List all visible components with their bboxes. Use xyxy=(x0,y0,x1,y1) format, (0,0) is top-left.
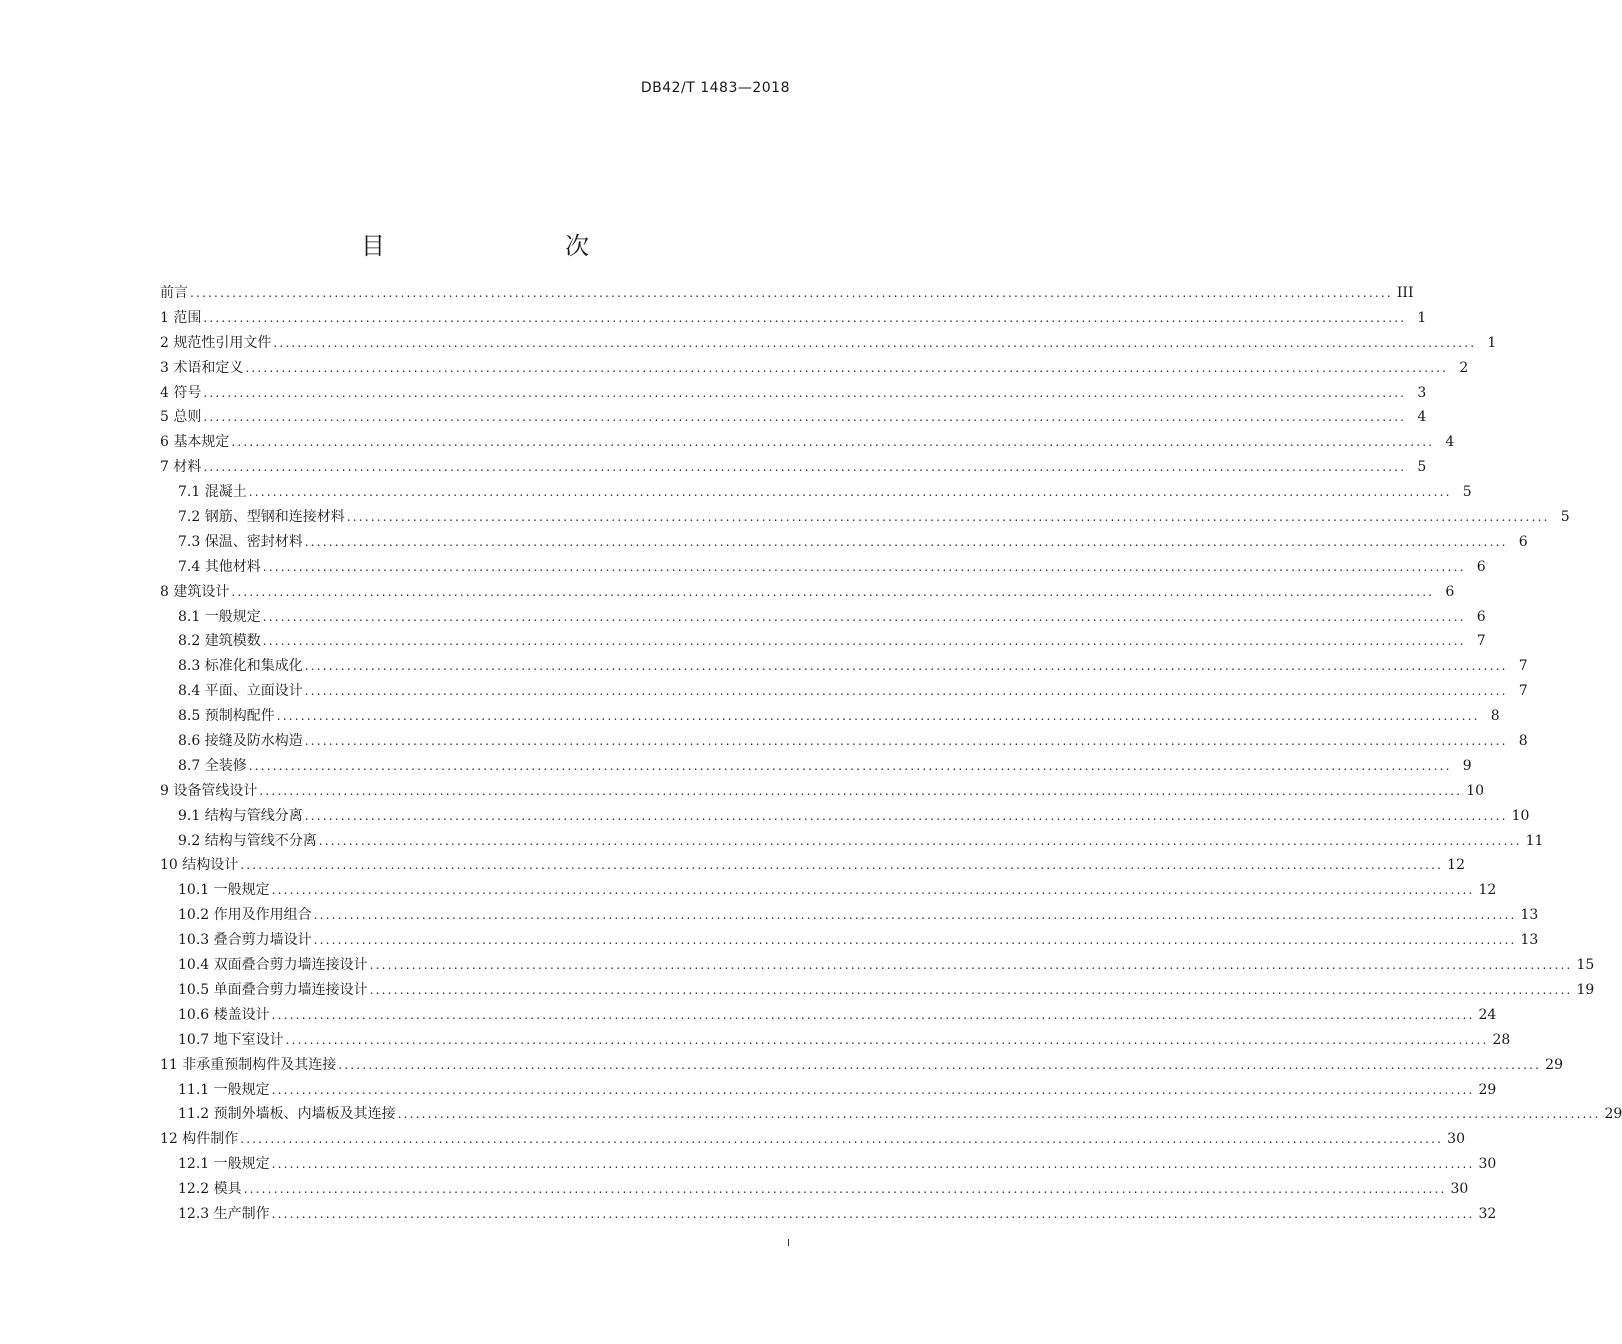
dot-leader: ........................................................................................................................................................................................................ xyxy=(304,684,1508,699)
toc-entry-label: 9.1 结构与管线分离 xyxy=(178,807,303,824)
toc-entry-label: 11.1 一般规定 xyxy=(178,1081,270,1098)
toc-entry-label: 10.1 一般规定 xyxy=(178,882,270,899)
toc-entry[interactable] xyxy=(160,530,1528,555)
toc-entry[interactable] xyxy=(160,903,1539,928)
toc-entry[interactable] xyxy=(160,306,1427,331)
dot-leader: ........................................................................................................................................................................................................ xyxy=(338,1057,1542,1072)
toc-entry-page: 2 xyxy=(1459,359,1469,376)
toc-entry-label: 10.4 双面叠合剪力墙连接设计 xyxy=(178,957,368,974)
toc-entry-page: 7 xyxy=(1518,683,1528,700)
toc-entry-label: 7.1 混凝土 xyxy=(178,484,247,501)
toc-entry-page: 29 xyxy=(1545,1056,1563,1073)
toc-entry-page: 13 xyxy=(1520,907,1539,924)
toc-entry[interactable] xyxy=(160,878,1497,903)
toc-entry-label: 6 基本规定 xyxy=(160,434,230,451)
toc-entry[interactable] xyxy=(160,555,1486,580)
toc-entry-page: 15 xyxy=(1576,957,1595,974)
dot-leader: ........................................................................................................................................................................................................ xyxy=(304,534,1508,549)
dot-leader: ........................................................................................................................................................................................................ xyxy=(259,783,1463,798)
dot-leader: ........................................................................................................................................................................................................ xyxy=(248,485,1452,500)
dot-leader: ........................................................................................................................................................................................................ xyxy=(276,709,1480,724)
dot-leader: ........................................................................................................................................................................................................ xyxy=(231,584,1435,599)
dot-leader: ........................................................................................................................................................................................................ xyxy=(313,908,1517,923)
dot-leader: ........................................................................................................................................................................................................ xyxy=(304,734,1508,749)
toc-entry-label: 2 规范性引用文件 xyxy=(160,334,272,351)
dot-leader: ........................................................................................................................................................................................................ xyxy=(262,559,1466,574)
toc-entry[interactable] xyxy=(160,804,1530,829)
toc-entry[interactable] xyxy=(160,978,1595,1003)
toc-entry-label: 8.6 接缝及防水构造 xyxy=(178,733,303,750)
toc-entry-label: 8 建筑设计 xyxy=(160,583,230,600)
toc-entry-page: 3 xyxy=(1417,384,1427,401)
toc-entry-page: III xyxy=(1396,285,1414,301)
toc-entry-page: 6 xyxy=(1445,583,1455,600)
toc-entry-page: 6 xyxy=(1476,608,1486,625)
toc-entry-page: 10 xyxy=(1466,782,1485,799)
toc-entry-label: 4 符号 xyxy=(160,384,202,401)
toc-entry-page: 7 xyxy=(1476,633,1486,650)
toc-entry-label: 8.2 建筑模数 xyxy=(178,633,261,650)
dot-leader: ........................................................................................................................................................................................................ xyxy=(262,609,1466,624)
dot-leader: ........................................................................................................................................................................................................ xyxy=(190,286,1393,300)
toc-entry-page: 9 xyxy=(1462,757,1472,774)
toc-entry-page: 29 xyxy=(1604,1106,1622,1123)
toc-entry[interactable] xyxy=(160,480,1472,505)
dot-leader: ........................................................................................................................................................................................................ xyxy=(397,1107,1601,1122)
dot-leader: ........................................................................................................................................................................................................ xyxy=(285,1032,1489,1047)
toc-entry-label: 9 设备管线设计 xyxy=(160,782,258,799)
toc-entry[interactable] xyxy=(160,331,1497,356)
toc-entry-page: 13 xyxy=(1520,932,1539,949)
toc-entry-label: 1 范围 xyxy=(160,309,202,326)
toc-entry-label: 10 结构设计 xyxy=(160,857,239,874)
toc-entry-label: 前言 xyxy=(160,285,188,301)
toc-entry[interactable] xyxy=(160,1078,1497,1103)
dot-leader: ........................................................................................................................................................................................................ xyxy=(262,634,1466,649)
toc-entry-page: 24 xyxy=(1478,1006,1497,1023)
toc-entry-label: 9.2 结构与管线不分离 xyxy=(178,832,317,849)
toc-entry-label: 8.1 一般规定 xyxy=(178,608,261,625)
toc-entry-page: 12 xyxy=(1478,882,1497,899)
toc-entry-page: 5 xyxy=(1560,509,1570,526)
toc-entry[interactable] xyxy=(160,430,1455,455)
document-code: DB42/T 1483—2018 xyxy=(640,80,790,96)
toc-entry-label: 10.3 叠合剪力墙设计 xyxy=(178,932,312,949)
toc-entry-page: 1 xyxy=(1487,334,1497,351)
dot-leader: ........................................................................................................................................................................................................ xyxy=(273,335,1477,350)
dot-leader: ........................................................................................................................................................................................................ xyxy=(304,659,1508,674)
dot-leader: ........................................................................................................................................................................................................ xyxy=(369,958,1573,973)
toc-entry[interactable] xyxy=(160,928,1539,953)
toc-entry-page: 32 xyxy=(1478,1205,1497,1222)
dot-leader: ........................................................................................................................................................................................................ xyxy=(240,858,1444,873)
dot-leader: ........................................................................................................................................................................................................ xyxy=(271,883,1475,898)
toc-entry-label: 11.2 预制外墙板、内墙板及其连接 xyxy=(178,1106,396,1123)
dot-leader: ........................................................................................................................................................................................................ xyxy=(248,758,1452,773)
dot-leader: ........................................................................................................................................................................................................ xyxy=(203,310,1407,325)
toc-entry-label: 8.5 预制构配件 xyxy=(178,708,275,725)
toc-entry-label: 7.4 其他材料 xyxy=(178,558,261,575)
toc-entry-page: 11 xyxy=(1525,832,1544,849)
toc-entry[interactable] xyxy=(160,505,1570,530)
toc-entry[interactable] xyxy=(160,1177,1469,1202)
toc-entry-page: 6 xyxy=(1518,533,1528,550)
dot-leader: ........................................................................................................................................................................................................ xyxy=(271,1082,1475,1097)
toc-title: 目 次 xyxy=(361,232,633,260)
toc-entry-label: 10.2 作用及作用组合 xyxy=(178,907,312,924)
dot-leader: ........................................................................................................................................................................................................ xyxy=(203,410,1407,425)
toc-entry-label: 7 材料 xyxy=(160,459,202,476)
toc-entry-label: 12.1 一般规定 xyxy=(178,1156,270,1173)
toc-entry[interactable] xyxy=(160,455,1427,480)
toc-entry-page: 5 xyxy=(1462,484,1472,501)
dot-leader: ........................................................................................................................................................................................................ xyxy=(203,460,1407,475)
toc-entry-page: 29 xyxy=(1478,1081,1497,1098)
dot-leader: ........................................................................................................................................................................................................ xyxy=(231,435,1435,450)
toc-entry[interactable] xyxy=(160,679,1528,704)
toc-entry-page: 30 xyxy=(1450,1181,1469,1198)
toc-entry-page: 28 xyxy=(1492,1031,1511,1048)
toc-entry[interactable] xyxy=(160,704,1500,729)
toc-entry[interactable] xyxy=(160,356,1469,381)
toc-entry-page: 4 xyxy=(1445,434,1455,451)
toc-entry[interactable] xyxy=(160,1202,1497,1227)
toc-entry-page: 8 xyxy=(1490,708,1500,725)
dot-leader: ........................................................................................................................................................................................................ xyxy=(369,982,1573,997)
toc-entry-label: 10.6 楼盖设计 xyxy=(178,1006,270,1023)
dot-leader: ........................................................................................................................................................................................................ xyxy=(243,1182,1447,1197)
table-of-contents xyxy=(160,281,1622,1227)
toc-entry[interactable] xyxy=(160,1053,1563,1078)
toc-entry[interactable] xyxy=(160,605,1486,630)
toc-entry-page: 30 xyxy=(1447,1131,1465,1148)
toc-entry-label: 10.7 地下室设计 xyxy=(178,1031,284,1048)
toc-entry-page: 4 xyxy=(1417,409,1427,426)
toc-entry-label: 5 总则 xyxy=(160,409,202,426)
toc-entry[interactable] xyxy=(160,405,1427,430)
toc-entry[interactable] xyxy=(160,829,1544,854)
toc-entry-page: 10 xyxy=(1511,807,1530,824)
toc-entry[interactable] xyxy=(160,953,1595,978)
toc-entry[interactable] xyxy=(160,779,1485,804)
toc-entry[interactable] xyxy=(160,1127,1465,1152)
toc-entry[interactable] xyxy=(160,281,1414,306)
toc-entry-label: 11 非承重预制构件及其连接 xyxy=(160,1056,337,1073)
toc-entry-label: 7.2 钢筋、型钢和连接材料 xyxy=(178,509,345,526)
toc-entry-page: 19 xyxy=(1576,981,1595,998)
dot-leader: ........................................................................................................................................................................................................ xyxy=(240,1132,1444,1147)
dot-leader: ........................................................................................................................................................................................................ xyxy=(313,933,1517,948)
toc-entry[interactable] xyxy=(160,1102,1622,1127)
toc-entry-label: 7.3 保温、密封材料 xyxy=(178,533,303,550)
dot-leader: ........................................................................................................................................................................................................ xyxy=(318,833,1522,848)
toc-entry-page: 6 xyxy=(1476,558,1486,575)
toc-entry-label: 8.4 平面、立面设计 xyxy=(178,683,303,700)
toc-entry-label: 10.5 单面叠合剪力墙连接设计 xyxy=(178,981,368,998)
toc-entry[interactable] xyxy=(160,1003,1497,1028)
toc-entry-page: 30 xyxy=(1478,1156,1497,1173)
toc-entry-label: 3 术语和定义 xyxy=(160,359,244,376)
toc-entry-label: 12 构件制作 xyxy=(160,1131,239,1148)
dot-leader: ........................................................................................................................................................................................................ xyxy=(271,1157,1475,1172)
toc-entry[interactable] xyxy=(160,580,1455,605)
toc-entry-label: 12.3 生产制作 xyxy=(178,1205,270,1222)
dot-leader: ........................................................................................................................................................................................................ xyxy=(346,510,1550,525)
toc-entry-page: 5 xyxy=(1417,459,1427,476)
page-number: I xyxy=(787,1238,790,1249)
toc-entry[interactable] xyxy=(160,654,1528,679)
dot-leader: ........................................................................................................................................................................................................ xyxy=(304,808,1508,823)
toc-entry-page: 12 xyxy=(1447,857,1465,874)
toc-entry[interactable] xyxy=(160,754,1472,779)
dot-leader: ........................................................................................................................................................................................................ xyxy=(203,385,1407,400)
toc-entry-label: 8.7 全装修 xyxy=(178,757,247,774)
dot-leader: ........................................................................................................................................................................................................ xyxy=(271,1206,1475,1221)
dot-leader: ........................................................................................................................................................................................................ xyxy=(271,1007,1475,1022)
toc-entry[interactable] xyxy=(160,853,1465,878)
toc-entry[interactable] xyxy=(160,629,1486,654)
toc-entry[interactable] xyxy=(160,729,1528,754)
toc-entry-page: 1 xyxy=(1417,309,1427,326)
toc-entry[interactable] xyxy=(160,1028,1511,1053)
toc-entry[interactable] xyxy=(160,1152,1497,1177)
dot-leader: ........................................................................................................................................................................................................ xyxy=(245,360,1449,375)
toc-entry-label: 12.2 模具 xyxy=(178,1181,242,1198)
toc-entry-page: 8 xyxy=(1518,733,1528,750)
toc-entry-label: 8.3 标准化和集成化 xyxy=(178,658,303,675)
toc-entry[interactable] xyxy=(160,381,1427,406)
toc-entry-page: 7 xyxy=(1518,658,1528,675)
